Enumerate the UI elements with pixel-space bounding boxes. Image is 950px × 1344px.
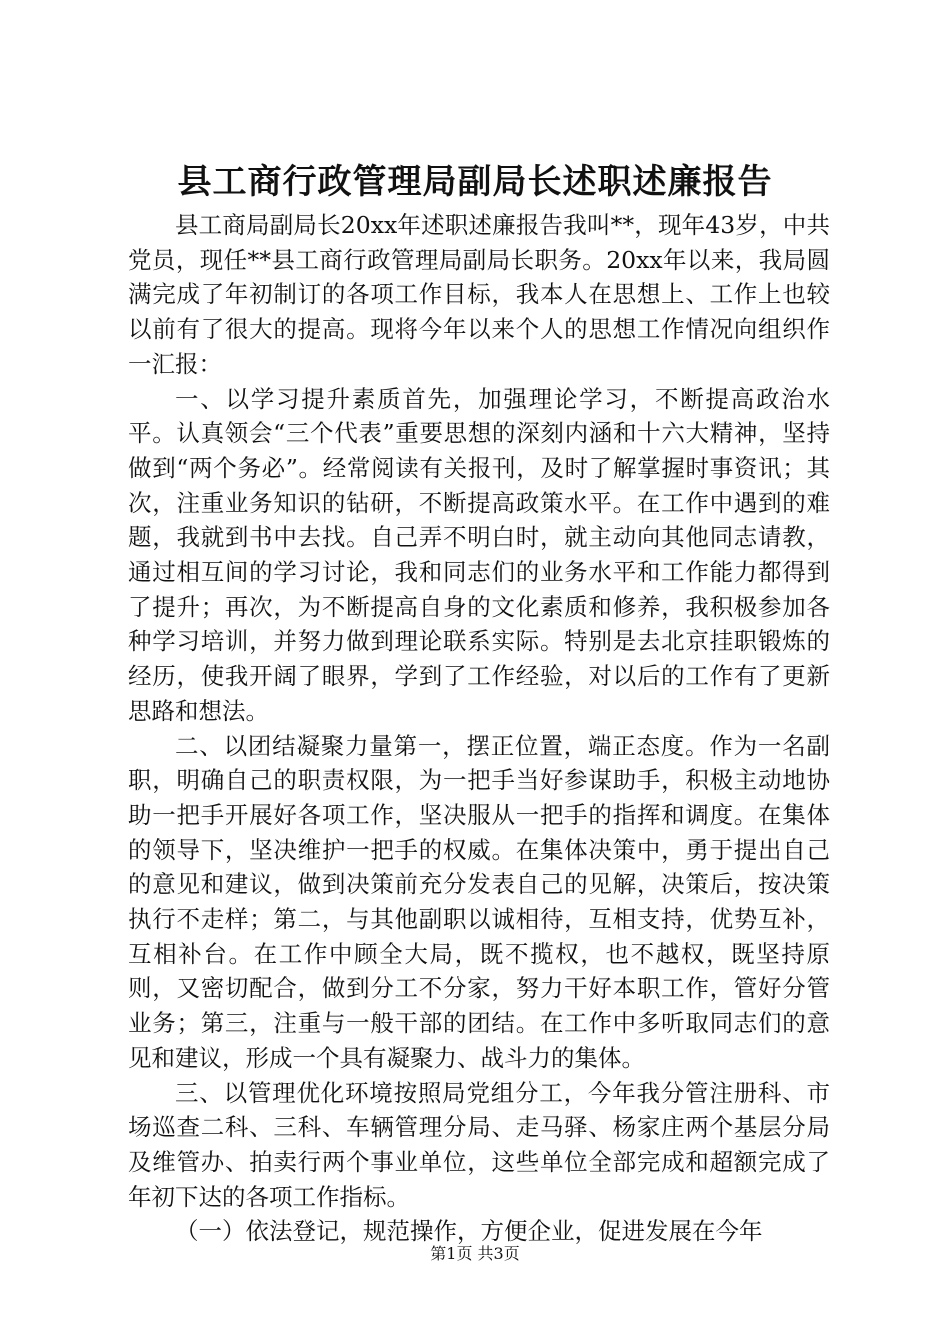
paragraph-intro: 县工商局副局长20xx年述职述廉报告我叫**，现年43岁，中共党员，现任**县工商行政管理局副局长职务。20xx年以来，我局圆满完成了年初制订的各项工作目标，我本人在思想上、工作上也较以前有了很大的提高。现将今年以来个人的思想工作情况向组织作一汇报： [128,211,830,378]
paragraph-study: 一、以学习提升素质首先，加强理论学习，不断提高政治水平。认真领会“三个代表”重要思想的深刻内涵和十六大精神，坚持做到“两个务必”。经常阅读有关报刊，及时了解掌握时事资讯；其次，注重业务知识的钻研，不断提高政策水平。在工作中遇到的难题，我就到书中去找。自己弄不明白时，就主动向其他同志请教，通过相互间的学习讨论，我和同志们的业务水平和工作能力都得到了提升；再次，为不断提高自身的文化素质和修养，我积极参加各种学习培训，并努力做到理论联系实际。特别是去北京挂职锻炼的经历，使我开阔了眼界，学到了工作经验，对以后的工作有了更新思路和想法。 [128,384,830,725]
paragraph-unity: 二、以团结凝聚力量第一，摆正位置，端正态度。作为一名副职，明确自己的职责权限，为一把手当好参谋助手，积极主动地协助一把手开展好各项工作，坚决服从一把手的指挥和调度。在集体的领导下，坚决维护一把手的权威。在集体决策中，勇于提出自己的意见和建议，做到决策前充分发表自己的见解，决策后，按决策执行不走样；第二，与其他副职以诚相待，互相支持，优势互补，互相补台。在工作中顾全大局，既不揽权，也不越权，既坚持原则，又密切配合，做到分工不分家，努力干好本职工作，管好分管业务；第三，注重与一般干部的团结。在工作中多听取同志们的意见和建议，形成一个具有凝聚力、战斗力的集体。 [128,731,830,1072]
page-number-footer: 第1页 共3页 [430,1244,520,1263]
paragraph-management: 三、以管理优化环境按照局党组分工，今年我分管注册科、市场巡查二科、三科、车辆管理分局、走马驿、杨家庄两个基层分局及维管办、拍卖行两个事业单位，这些单位全部完成和超额完成了年初下达的各项工作指标。 [128,1078,830,1211]
paragraph-registration: （一）依法登记，规范操作，方便企业，促进发展在今年 [175,1217,763,1246]
document-body [128,208,830,1249]
document-title: 县工商行政管理局副局长述职述廉报告 [177,162,773,202]
